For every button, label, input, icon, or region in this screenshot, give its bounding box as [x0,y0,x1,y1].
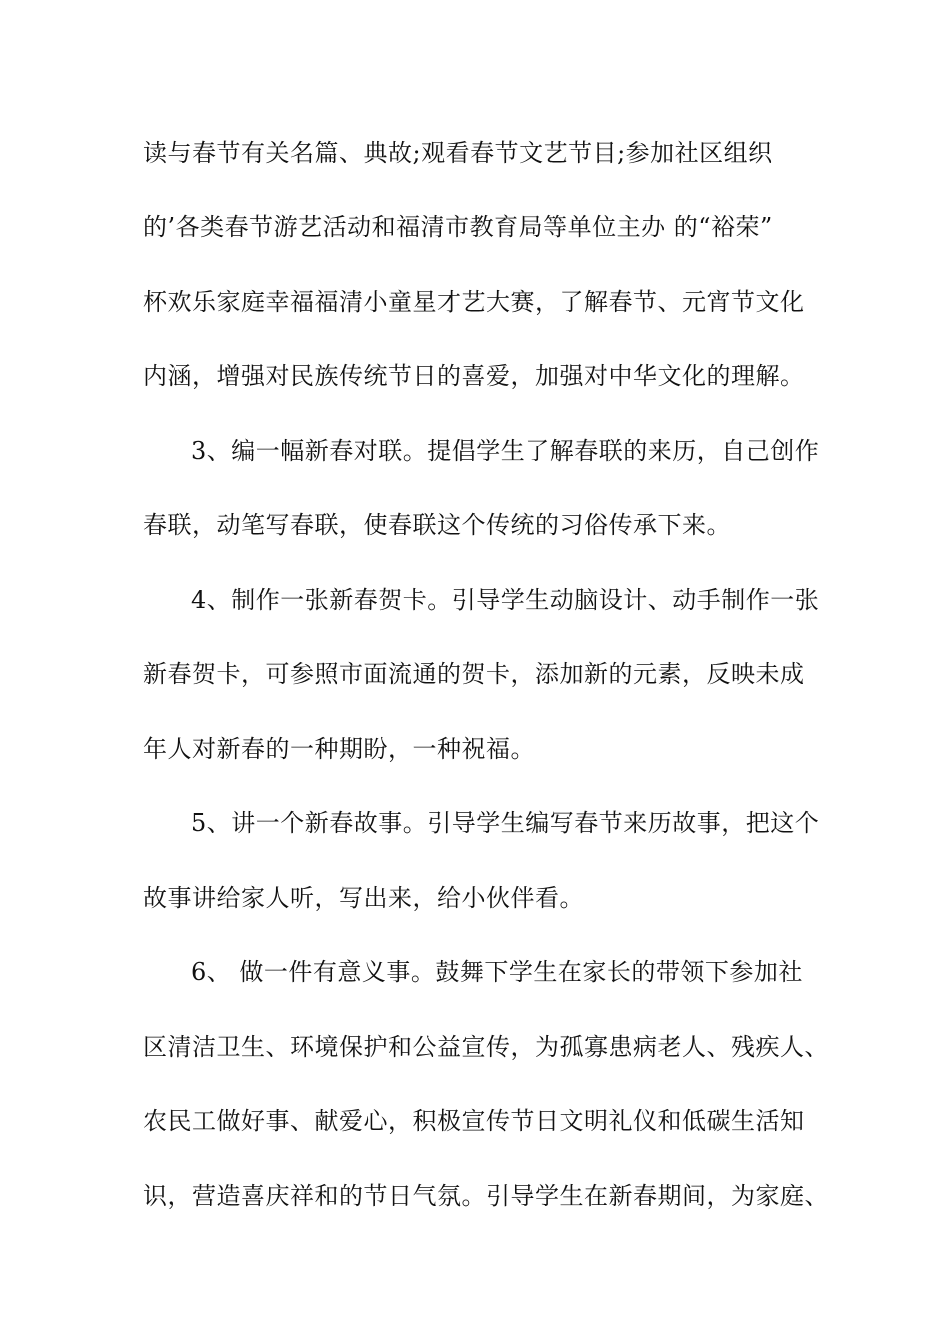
paragraph-3-start: 3、编一幅新春对联。提倡学生了解春联的来历，自己创作 [191,437,820,465]
text-line: 识，营造喜庆祥和的节日气氛。引导学生在新春期间，为家庭、 [143,1182,829,1210]
text-line: 新春贺卡，可参照市面流通的贺卡，添加新的元素，反映未成 [143,660,805,688]
text-line: 读与春节有关名篇、典故;观看春节文艺节目;参加社区组织 [143,139,773,167]
text-line: 春联，动笔写春联，使春联这个传统的习俗传承下来。 [143,511,731,539]
text-line: 区清洁卫生、环境保护和公益宣传，为孤寡患病老人、残疾人、 [143,1033,829,1061]
text-line: 农民工做好事、献爱心，积极宣传节日文明礼仪和低碳生活知 [143,1107,805,1135]
text-line: 内涵，增强对民族传统节日的喜爱，加强对中华文化的理解。 [143,362,805,390]
paragraph-5-start: 5、讲一个新春故事。引导学生编写春节来历故事，把这个 [191,809,820,837]
paragraph-4-start: 4、制作一张新春贺卡。引导学生动脑设计、动手制作一张 [191,586,820,614]
paragraph-6-start: 6、 做一件有意义事。鼓舞下学生在家长的带领下参加社 [191,958,803,986]
text-line: 杯欢乐家庭幸福福清小童星才艺大赛，了解春节、元宵节文化 [143,288,805,316]
text-line: 的’各类春节游艺活动和福清市教育局等单位主办 的“裕荣” [143,213,773,241]
text-line: 故事讲给家人听，写出来，给小伙伴看。 [143,884,584,912]
text-line: 年人对新春的一种期盼，一种祝福。 [143,735,535,763]
